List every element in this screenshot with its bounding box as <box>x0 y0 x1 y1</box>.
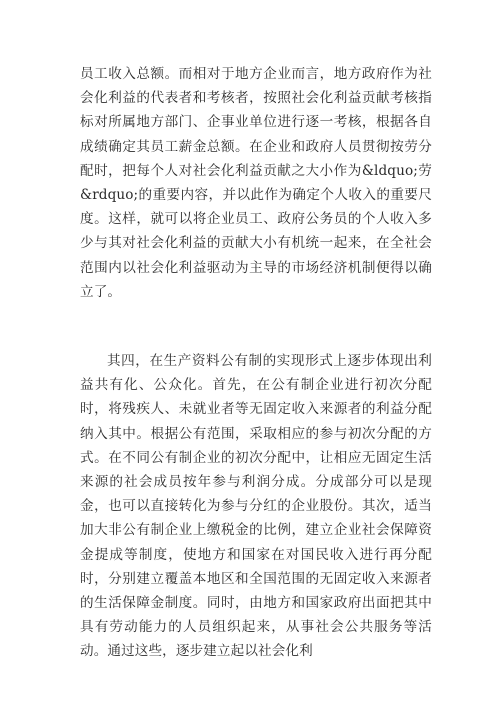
paragraph-income-assessment: 员工收入总额。而相对于地方企业而言，地方政府作为社会化利益的代表者和考核者，按照社会化利益贡献考核指标对所属地方部门、企事业单位进行逐一考核，根据各自成绩确定其员工薪金总额。在企业和政府人员贯彻按劳分配时，把每个人对社会化利益贡献之大小作为&ldquo;劳&rdquo;的重要内容，并以此作为确定个人收入的重要尺度。这样，就可以将企业员工、政府公务员的个人收入多少与其对社会化利益的贡献大小有机统一起来，在全社会范围内以社会化利益驱动为主导的市场经济机制便得以确立了。 <box>80 66 432 300</box>
paragraph-public-ownership: 其四，在生产资料公有制的实现形式上逐步体现出利益共有化、公众化。首先，在公有制企业进行初次分配时，将残疾人、未就业者等无固定收入来源者的利益分配纳入其中。根据公有范围，采取相应的参与初次分配的方式。在不同公有制企业的初次分配中，让相应无固定生活来源的社会成员按年参与利润分成。分成部分可以是现金，也可以直接转化为参与分红的企业股份。其次，适当加大非公有制企业上缴税金的比例，建立企业社会保障资金提成等制度，使地方和国家在对国民收入进行再分配时，分别建立覆盖本地区和全国范围的无固定收入来源者的生活保障金制度。同时，由地方和国家政府出面把其中具有劳动能力的人员组织起来，从事社会公共服务等活动。通过这些，逐步建立起以社会化利 <box>80 353 432 660</box>
